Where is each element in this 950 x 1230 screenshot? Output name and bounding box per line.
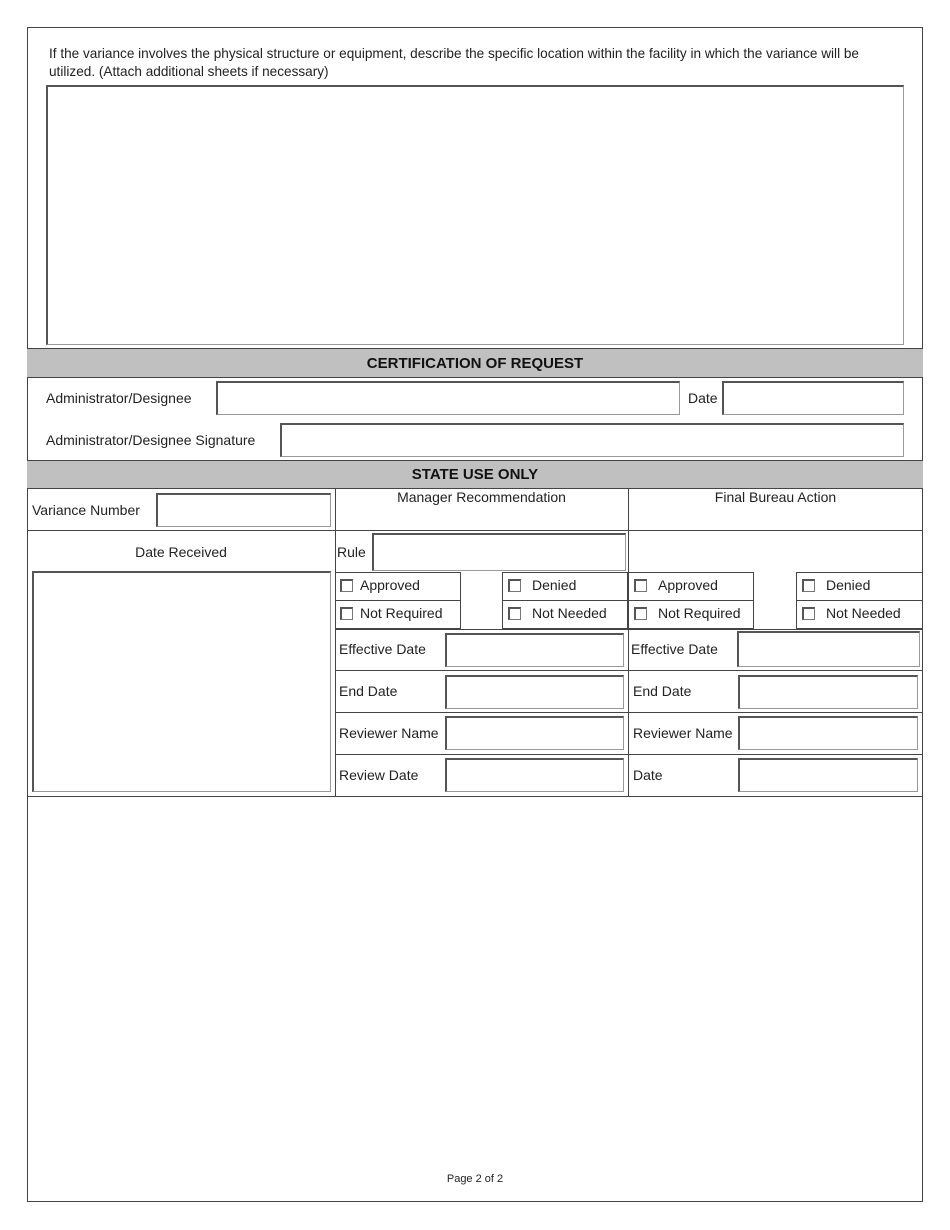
date-received-field[interactable] [32,571,331,792]
bureau-approved-checkbox[interactable] [634,579,647,592]
bureau-not-required-option[interactable] [634,605,741,621]
manager-denied-option[interactable] [508,577,576,593]
manager-end-date-label: End Date [339,683,398,699]
date-received-label: Date Received [135,544,227,560]
manager-approved-option[interactable] [340,577,420,593]
manager-approve-divider [335,600,461,601]
row-divider-1 [27,530,923,531]
row-divider-5 [335,754,923,755]
administrator-label: Administrator/Designee [46,390,192,406]
bureau-effective-date-label: Effective Date [631,641,718,657]
bureau-date-field[interactable] [738,758,918,792]
bureau-approved-label: Approved [658,577,718,593]
bureau-not-required-label: Not Required [658,605,741,621]
state-use-header [27,460,923,489]
bureau-not-needed-checkbox[interactable] [802,607,815,620]
manager-not-needed-label: Not Needed [532,605,607,621]
manager-review-date-label: Review Date [339,767,419,783]
certification-header [27,348,923,378]
manager-denied-checkbox[interactable] [508,579,521,592]
bureau-effective-date-field[interactable] [737,631,920,667]
variance-number-field[interactable] [156,493,331,527]
manager-end-date-field[interactable] [445,675,624,709]
administrator-field[interactable] [216,381,680,415]
manager-reviewer-name-field[interactable] [445,716,624,750]
bureau-not-needed-option[interactable] [802,605,901,621]
bureau-approve-divider [628,600,754,601]
manager-recommendation-title: Manager Recommendation [397,489,566,505]
manager-effective-date-field[interactable] [445,633,624,667]
bureau-approved-option[interactable] [634,577,718,593]
rule-label: Rule [337,544,366,560]
rule-field[interactable] [372,533,626,571]
location-instructions: If the variance involves the physical structure or equipment, describe the specific location within the facility in which the variance will be utilized. (Attach additional sheets if necessary) [49,46,859,79]
manager-approved-label: Approved [360,577,420,593]
row-divider-4 [335,712,923,713]
bureau-reviewer-name-label: Reviewer Name [633,725,733,741]
manager-reviewer-name-label: Reviewer Name [339,725,439,741]
bureau-not-needed-label: Not Needed [826,605,901,621]
manager-deny-divider [502,600,628,601]
manager-effective-date-label: Effective Date [339,641,426,657]
bureau-end-date-field[interactable] [738,675,918,709]
row-divider-3 [335,670,923,671]
manager-not-required-label: Not Required [360,605,443,621]
bureau-denied-checkbox[interactable] [802,579,815,592]
row-divider-2 [335,629,923,630]
certification-date-field[interactable] [722,381,904,415]
bureau-reviewer-name-field[interactable] [738,716,918,750]
manager-not-required-option[interactable] [340,605,443,621]
bureau-date-label: Date [633,767,663,783]
state-use-header-text: STATE USE ONLY [411,466,539,483]
manager-not-needed-checkbox[interactable] [508,607,521,620]
final-bureau-action-title: Final Bureau Action [714,489,837,505]
bureau-end-date-label: End Date [633,683,692,699]
bureau-not-required-checkbox[interactable] [634,607,647,620]
row-divider-bottom [27,796,923,797]
signature-label: Administrator/Designee Signature [46,432,256,448]
bureau-deny-divider [796,600,923,601]
bureau-denied-label: Denied [826,577,871,593]
column-divider-1 [335,489,336,796]
variance-number-label: Variance Number [32,502,140,518]
manager-not-needed-option[interactable] [508,605,607,621]
location-description-field[interactable] [46,85,904,345]
page-number: Page 2 of 2 [446,1173,504,1185]
certification-header-text: CERTIFICATION OF REQUEST [366,354,584,372]
manager-approved-checkbox[interactable] [340,579,353,592]
date-label: Date [688,390,718,406]
bureau-denied-option[interactable] [802,577,870,593]
manager-review-date-field[interactable] [445,758,624,792]
signature-field[interactable] [280,423,904,457]
manager-denied-label: Denied [532,577,577,593]
column-divider-2 [628,489,629,796]
manager-not-required-checkbox[interactable] [340,607,353,620]
